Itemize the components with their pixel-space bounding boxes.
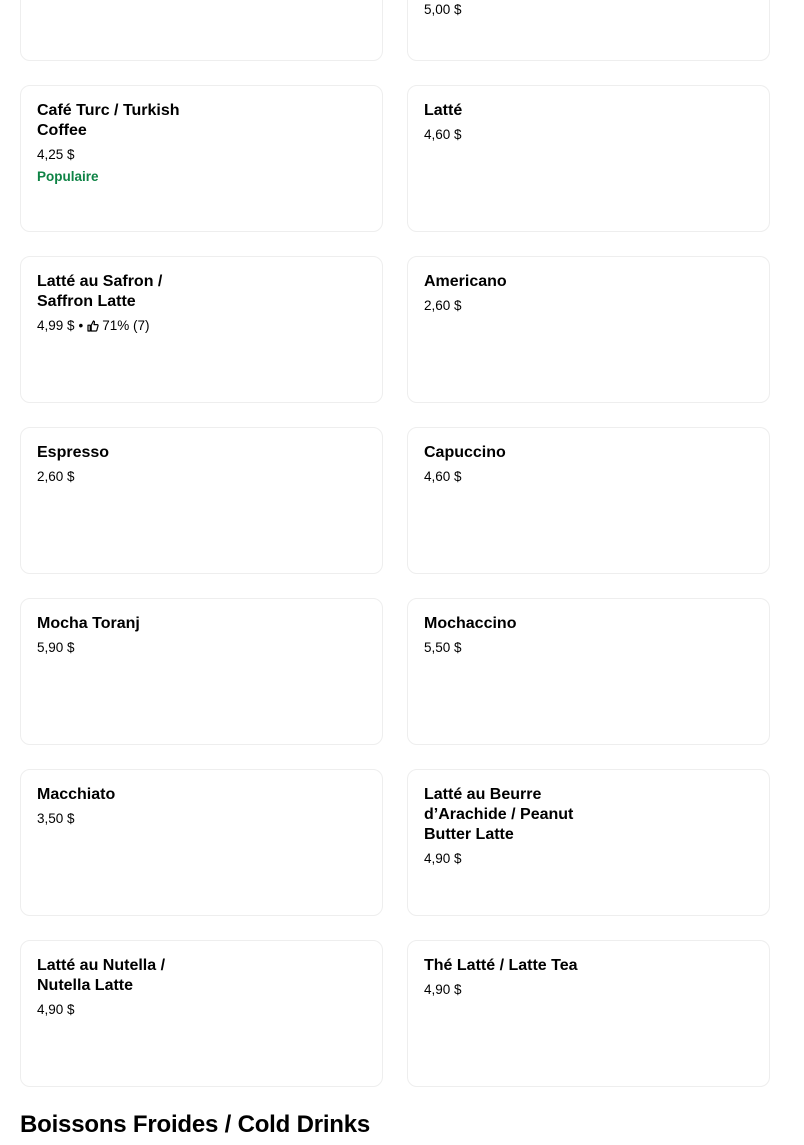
menu-item-price: 5,90 $ [37, 640, 75, 655]
menu-item-name: Thé Latté / Latte Tea [424, 957, 578, 974]
menu-item-card[interactable] [407, 0, 770, 61]
menu-item-meta [424, 1, 753, 19]
menu-item-card[interactable] [20, 85, 383, 232]
menu-item-name: Latté au Safron / Saffron Latte [37, 273, 163, 310]
menu-item-name: Espresso [37, 444, 110, 461]
menu-item-name: Mocha Toranj [37, 615, 140, 632]
menu-item-card[interactable] [407, 940, 770, 1087]
menu-item-price: 3,50 $ [37, 811, 75, 826]
menu-item-meta [37, 468, 366, 486]
menu-item-card[interactable] [407, 256, 770, 403]
menu-item-price: 2,60 $ [424, 298, 462, 313]
menu-item-card[interactable] [20, 769, 383, 916]
menu-item-name: Latté [424, 102, 463, 119]
menu-item-name: Americano [424, 273, 507, 290]
menu-item-price: 5,50 $ [424, 640, 462, 655]
menu-item-name: Latté au Beurre d’Arachide / Peanut Butter Latte [424, 786, 574, 843]
menu-item-meta [424, 297, 753, 315]
menu-item-meta [37, 317, 366, 335]
menu-item-price: 2,60 $ [37, 469, 75, 484]
menu-item-name: Café Turc / Turkish Coffee [37, 102, 180, 139]
menu-item-price: 4,25 $ [37, 147, 75, 162]
menu-item-card[interactable] [20, 256, 383, 403]
menu-item-price: 4,60 $ [424, 127, 462, 142]
menu-item-rating: 71% (7) [102, 318, 150, 333]
menu-item-card[interactable] [407, 85, 770, 232]
menu-item-meta [424, 981, 753, 999]
menu-item-meta [37, 810, 366, 828]
menu-item-meta [37, 146, 366, 164]
menu-item-card[interactable] [407, 427, 770, 574]
meta-separator: • [78, 318, 84, 333]
popular-badge: Populaire [37, 169, 99, 184]
thumbs-up-icon [87, 320, 99, 332]
menu-item-price: 4,99 $ [37, 318, 75, 333]
menu-item-name: Capuccino [424, 444, 506, 461]
menu-item-price: 4,90 $ [37, 1002, 75, 1017]
menu-item-name: Mochaccino [424, 615, 517, 632]
menu-item-meta [424, 850, 753, 868]
menu-item-card[interactable] [407, 769, 770, 916]
menu-item-card[interactable] [20, 598, 383, 745]
menu-item-meta [424, 126, 753, 144]
menu-item-card[interactable] [407, 598, 770, 745]
menu-item-meta [37, 1001, 366, 1019]
section-title-cold-drinks: Boissons Froides / Cold Drinks [20, 1111, 371, 1138]
menu-item-meta [424, 468, 753, 486]
menu-item-price: 5,00 $ [424, 2, 462, 17]
menu-item-price: 4,90 $ [424, 851, 462, 866]
menu-item-name: Macchiato [37, 786, 116, 803]
menu-item-meta [424, 639, 753, 657]
menu-item-meta [37, 639, 366, 657]
menu-item-card[interactable] [20, 427, 383, 574]
menu-item-price: 4,60 $ [424, 469, 462, 484]
menu-item-card[interactable] [20, 0, 383, 61]
menu-items-grid [20, 0, 770, 1087]
menu-item-card[interactable] [20, 940, 383, 1087]
menu-item-price: 4,90 $ [424, 982, 462, 997]
menu-item-name: Latté au Nutella / Nutella Latte [37, 957, 166, 994]
